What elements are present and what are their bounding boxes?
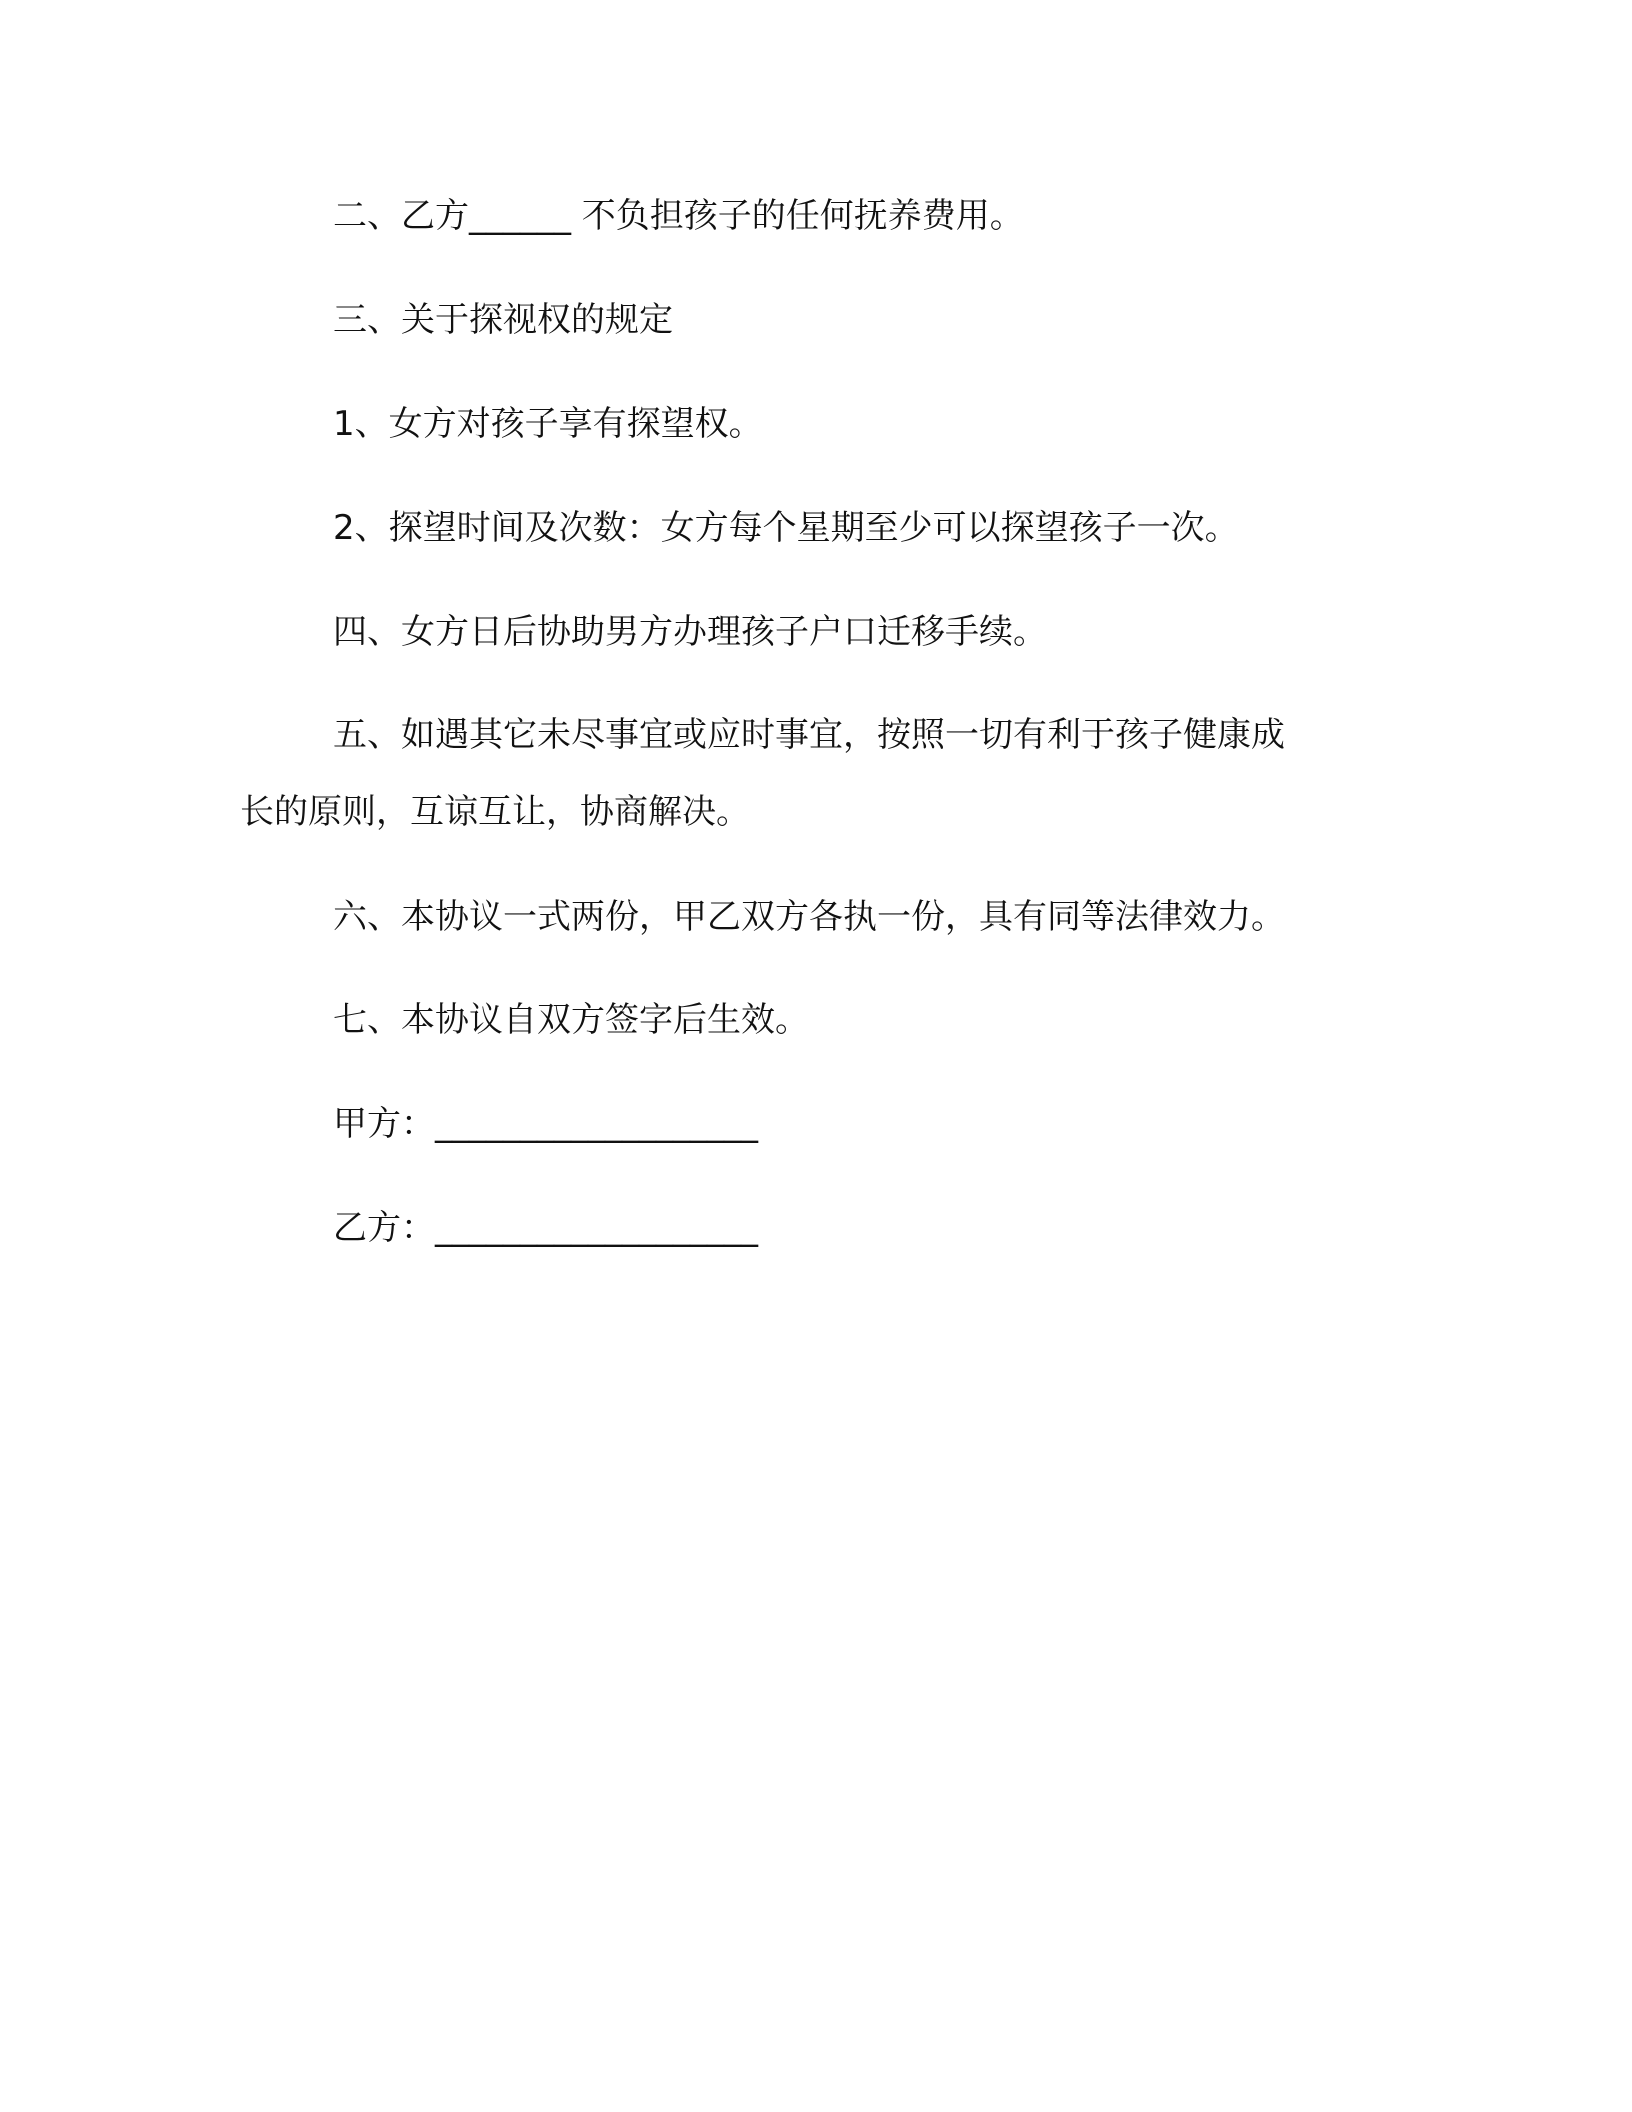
clause-three-heading: 三、关于探视权的规定	[333, 300, 673, 340]
party-b-signature-line: 乙方：___________________	[333, 1208, 758, 1248]
clause-five-line-1: 五、如遇其它未尽事宜或应时事宜，按照一切有利于孩子健康成	[333, 715, 1285, 755]
clause-two: 二、乙方______ 不负担孩子的任何抚养费用。	[333, 196, 1024, 236]
clause-seven: 七、本协议自双方签字后生效。	[333, 1000, 809, 1040]
party-a-signature-line: 甲方：___________________	[333, 1104, 758, 1144]
clause-five-line-2: 长的原则，互谅互让，协商解决。	[240, 792, 750, 832]
clause-six: 六、本协议一式两份，甲乙双方各执一份，具有同等法律效力。	[333, 897, 1285, 937]
clause-three-item-1: 1、女方对孩子享有探望权。	[333, 404, 763, 444]
clause-three-item-2: 2、探望时间及次数：女方每个星期至少可以探望孩子一次。	[333, 508, 1239, 548]
clause-four: 四、女方日后协助男方办理孩子户口迁移手续。	[333, 612, 1047, 652]
